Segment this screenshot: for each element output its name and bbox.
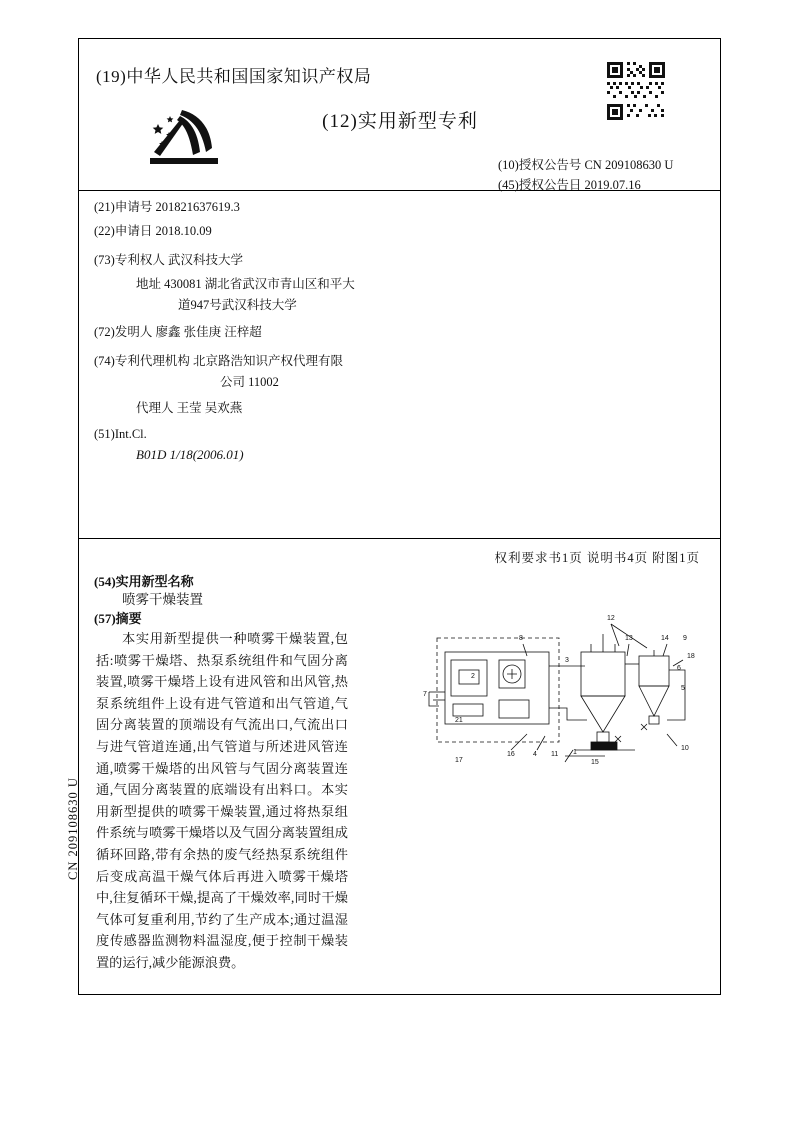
rule-above-abstract: [78, 538, 721, 539]
agent-row: [94, 399, 242, 418]
side-publication-code: CN 209108630 U: [66, 777, 80, 880]
address-row-2: [94, 296, 297, 315]
inventor-value: 廖鑫 张佳庚 汪梓超: [155, 325, 262, 339]
abstract-label: (57)摘要: [94, 611, 142, 626]
inventor-row: [94, 323, 262, 342]
svg-text:9: 9: [683, 635, 687, 642]
publication-number-label: (10)授权公告号: [498, 158, 582, 172]
svg-text:17: 17: [455, 757, 463, 764]
svg-text:15: 15: [591, 759, 599, 766]
svg-text:18: 18: [687, 653, 695, 660]
application-number-value: 201821637619.3: [155, 200, 240, 214]
svg-text:4: 4: [533, 751, 537, 758]
intcl-row: [94, 425, 147, 444]
svg-text:3: 3: [565, 657, 569, 664]
agency-label: (74)专利代理机构: [94, 354, 190, 368]
publication-date: [498, 175, 641, 193]
svg-text:16: 16: [507, 751, 515, 758]
publication-date-label: (45)授权公告日: [498, 178, 582, 192]
svg-text:14: 14: [661, 635, 669, 642]
agency-row: [94, 352, 343, 371]
svg-text:11: 11: [551, 751, 559, 758]
application-date-label: (22)申请日: [94, 224, 153, 238]
svg-text:1: 1: [573, 749, 577, 756]
agency-line-2: 公司 11002: [220, 375, 279, 389]
inventor-label: (72)发明人: [94, 325, 153, 339]
application-date-row: [94, 222, 212, 241]
applicant-row: [94, 251, 243, 270]
publication-date-value: 2019.07.16: [584, 178, 641, 192]
agent-value: 王莹 吴欢燕: [176, 401, 243, 415]
applicant-value: 武汉科技大学: [167, 253, 243, 267]
agency-line-1: 北京路浩知识产权代理有限: [192, 354, 343, 368]
applicant-label: (73)专利权人: [94, 253, 165, 267]
document-type-title: (12)实用新型专利: [322, 111, 478, 132]
svg-text:21: 21: [455, 717, 463, 724]
abstract-text: 本实用新型提供一种喷雾干燥装置,包括:喷雾干燥塔、热泵系统组件和气固分离装置,喷雾干燥塔上设有进风管和出风管,热泵系统组件上设有进气管道和出气管道,气固分离装置的顶端设有气流出口,气流出口与进气管道连通,出气管道与所述进风管连通,喷雾干燥塔的出风管与气固分离装置连通,气固分离装置的底端设有出料口。本实用新型提供的喷雾干燥装置,通过将热泵组件系统与喷雾干燥塔以及气固分离装置组成循环回路,带有余热的废气经热泵系统组件后变成高温干燥气体后再进入喷雾干燥塔中,往复循环干燥,提高了干燥效率,同时干燥气体可复重利用,节约了生产成本;通过温湿度传感器监测物料温湿度,便于控制干燥装置的运行,减少能源浪费。: [96, 631, 348, 970]
address-line-2: 道947号武汉科技大学: [178, 298, 297, 312]
svg-text:13: 13: [625, 635, 633, 642]
publication-number-value: CN 209108630 U: [584, 158, 674, 172]
utility-model-name-label: (54)实用新型名称: [94, 574, 194, 589]
publication-number: [498, 155, 673, 173]
address-row: [94, 275, 355, 294]
application-date-value: 2018.10.09: [155, 224, 212, 238]
agent-label: 代理人: [136, 401, 174, 415]
svg-text:10: 10: [681, 745, 689, 752]
qr-code-icon: [605, 60, 667, 122]
address-line-1: 430081 湖北省武汉市青山区和平大: [164, 277, 355, 291]
svg-text:12: 12: [607, 615, 615, 622]
utility-model-name-value: 喷雾干燥装置: [122, 592, 203, 607]
svg-text:2: 2: [471, 673, 475, 680]
apparatus-diagram: [415, 604, 701, 794]
svg-text:6: 6: [677, 665, 681, 672]
agency-row-2: [94, 373, 279, 392]
application-number-row: [94, 198, 240, 217]
intcl-code: B01D 1/18(2006.01): [136, 447, 244, 462]
svg-text:7: 7: [423, 691, 427, 698]
application-number-label: (21)申请号: [94, 200, 153, 214]
address-label: 地址: [136, 277, 162, 291]
svg-text:8: 8: [519, 635, 523, 642]
svg-text:5: 5: [681, 685, 685, 692]
intcl-label: (51)Int.Cl.: [94, 427, 147, 441]
office-line: (19)中华人民共和国国家知识产权局: [96, 67, 372, 86]
document-page-refs: 权利要求书1页 说明书4页 附图1页: [494, 551, 700, 565]
